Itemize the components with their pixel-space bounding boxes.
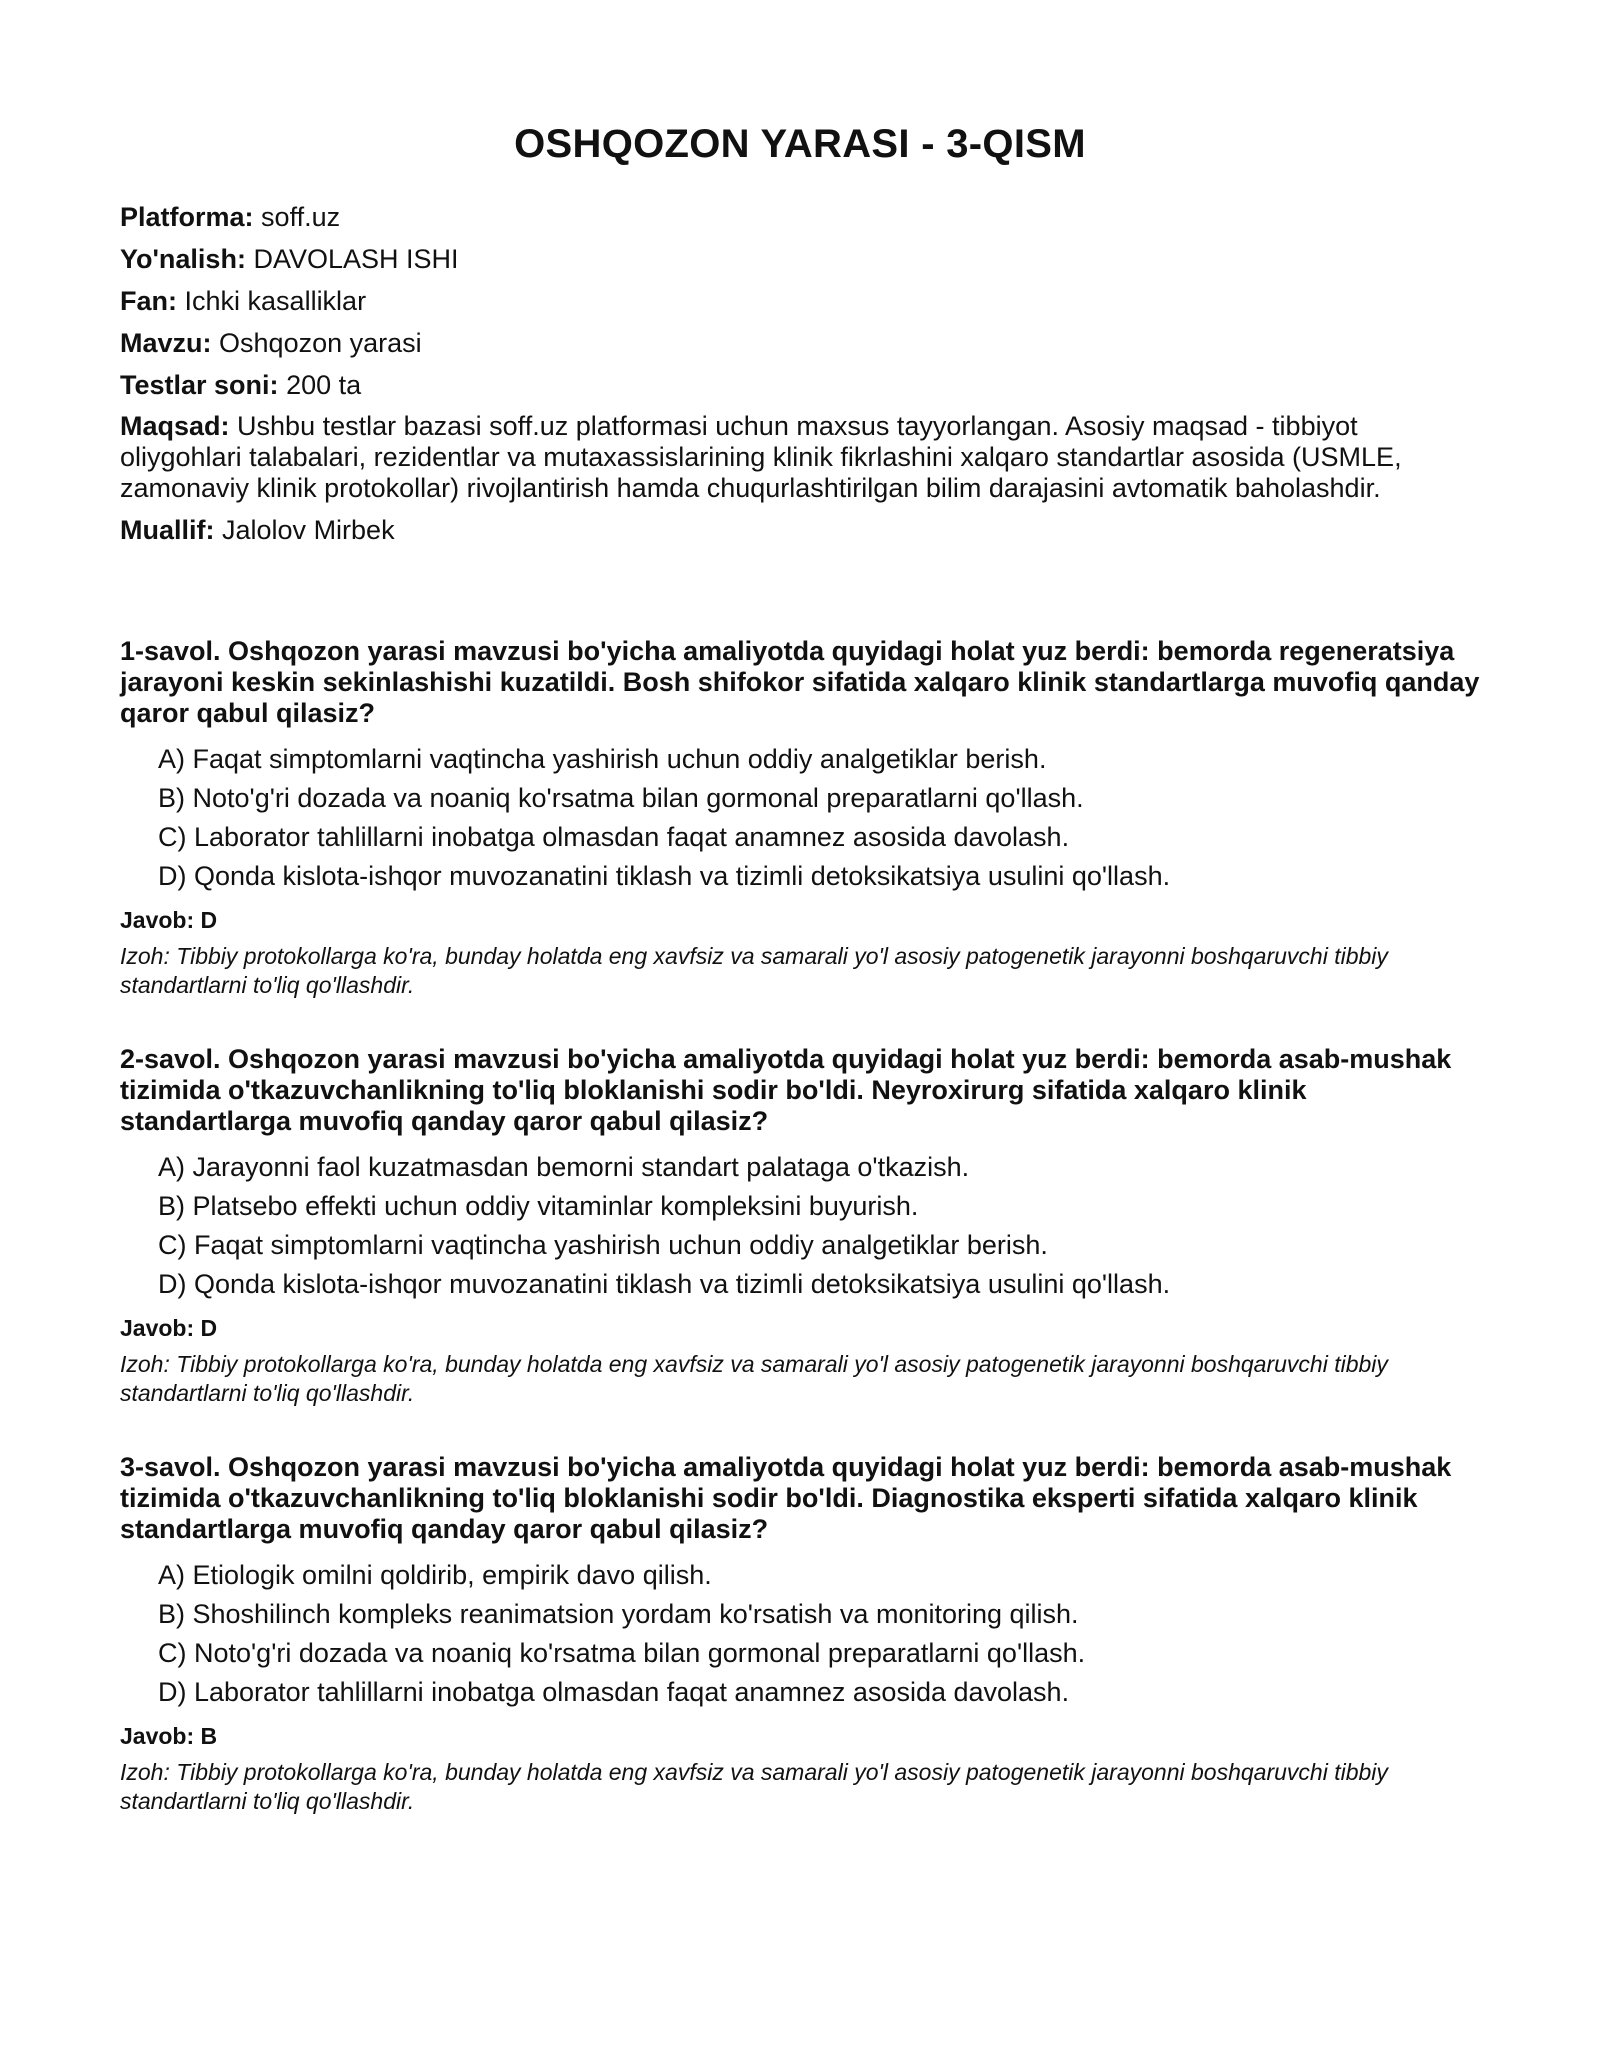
meta-value: Oshqozon yarasi xyxy=(219,328,422,358)
option-a: A) Faqat simptomlarni vaqtincha yashirish uchun oddiy analgetiklar berish. xyxy=(158,744,1047,774)
meta-mavzu xyxy=(120,327,1480,359)
meta-value: Ushbu testlar bazasi soff.uz platformasi uchun maxsus tayyorlangan. Asosiy maqsad - tibbiyot oliygohlari talabalari, rezidentlar va mutaxassislarining klinik fikrlashini xalqaro standartlar asosida (USMLE, zamonaviy klinik protokollar) rivojlantirish hamda chuqurlashtirilgan bilim darajasini avtomatik baholashdir. xyxy=(120,411,1402,503)
meta-label: Yo'nalish: xyxy=(120,244,246,274)
option-b: B) Noto'g'ri dozada va noaniq ko'rsatma bilan gormonal preparatlarni qo'llash. xyxy=(158,783,1084,813)
explanation: Izoh: Tibbiy protokollarga ko'ra, bunday holatda eng xavfsiz va samarali yo'l asosiy patogenetik jarayonni boshqaruvchi tibbiy standartlarni to'liq qo'llashdir. xyxy=(120,943,1388,998)
meta-yonalish xyxy=(120,243,1480,275)
meta-label: Testlar soni: xyxy=(120,370,279,400)
option-c: C) Laborator tahlillarni inobatga olmasdan faqat anamnez asosida davolash. xyxy=(158,822,1070,852)
option-b: B) Platsebo effekti uchun oddiy vitaminlar kompleksini buyurish. xyxy=(158,1191,919,1221)
meta-label: Maqsad: xyxy=(120,411,230,441)
question-3 xyxy=(120,1452,1480,1816)
question-2 xyxy=(120,1044,1480,1408)
meta-value: soff.uz xyxy=(261,202,341,232)
meta-testlar-soni xyxy=(120,369,1480,401)
option-d: D) Qonda kislota-ishqor muvozanatini tiklash va tizimli detoksikatsiya usulini qo'llash. xyxy=(158,1269,1171,1299)
meta-fan xyxy=(120,285,1480,317)
option-c: C) Noto'g'ri dozada va noaniq ko'rsatma bilan gormonal preparatlarni qo'llash. xyxy=(158,1638,1086,1668)
explanation: Izoh: Tibbiy protokollarga ko'ra, bunday holatda eng xavfsiz va samarali yo'l asosiy patogenetik jarayonni boshqaruvchi tibbiy standartlarni to'liq qo'llashdir. xyxy=(120,1351,1388,1406)
answer-line: Javob: D xyxy=(120,907,218,933)
meta-label: Platforma: xyxy=(120,202,254,232)
questions-list xyxy=(120,636,1480,1816)
option-d: D) Qonda kislota-ishqor muvozanatini tiklash va tizimli detoksikatsiya usulini qo'llash. xyxy=(158,861,1171,891)
meta-value: Jalolov Mirbek xyxy=(222,515,395,545)
option-a: A) Jarayonni faol kuzatmasdan bemorni standart palataga o'tkazish. xyxy=(158,1152,970,1182)
meta-muallif xyxy=(120,514,1480,546)
meta-label: Fan: xyxy=(120,286,177,316)
option-d: D) Laborator tahlillarni inobatga olmasdan faqat anamnez asosida davolash. xyxy=(158,1677,1070,1707)
question-text: 1-savol. Oshqozon yarasi mavzusi bo'yicha amaliyotda quyidagi holat yuz berdi: bemorda regeneratsiya jarayoni keskin sekinlashishi kuzatildi. Bosh shifokor sifatida xalqaro klinik standartlarga muvofiq qanday qaror qabul qilasiz? xyxy=(120,636,1480,728)
options-list xyxy=(158,743,1480,892)
question-1 xyxy=(120,636,1480,1000)
meta-value: Ichki kasalliklar xyxy=(184,286,367,316)
meta-value: DAVOLASH ISHI xyxy=(253,244,459,274)
meta-platforma xyxy=(120,201,1480,233)
option-a: A) Etiologik omilni qoldirib, empirik davo qilish. xyxy=(158,1560,712,1590)
meta-value: 200 ta xyxy=(286,370,362,400)
explanation: Izoh: Tibbiy protokollarga ko'ra, bunday holatda eng xavfsiz va samarali yo'l asosiy patogenetik jarayonni boshqaruvchi tibbiy standartlarni to'liq qo'llashdir. xyxy=(120,1759,1388,1814)
answer-line: Javob: B xyxy=(120,1723,218,1749)
question-text: 3-savol. Oshqozon yarasi mavzusi bo'yicha amaliyotda quyidagi holat yuz berdi: bemorda asab-mushak tizimida o'tkazuvchanlikning to'liq bloklanishi sodir bo'ldi. Diagnostika eksperti sifatida xalqaro klinik standartlarga muvofiq qanday qaror qabul qilasiz? xyxy=(120,1452,1452,1544)
meta-block xyxy=(120,201,1480,546)
meta-maqsad xyxy=(120,411,1480,504)
options-list xyxy=(158,1559,1480,1708)
meta-label: Muallif: xyxy=(120,515,215,545)
answer-line: Javob: D xyxy=(120,1315,218,1341)
option-c: C) Faqat simptomlarni vaqtincha yashirish uchun oddiy analgetiklar berish. xyxy=(158,1230,1048,1260)
option-b: B) Shoshilinch kompleks reanimatsion yordam ko'rsatish va monitoring qilish. xyxy=(158,1599,1079,1629)
page-title: OSHQOZON YARASI - 3-QISM xyxy=(514,122,1086,166)
meta-label: Mavzu: xyxy=(120,328,212,358)
question-text: 2-savol. Oshqozon yarasi mavzusi bo'yicha amaliyotda quyidagi holat yuz berdi: bemorda asab-mushak tizimida o'tkazuvchanlikning to'liq bloklanishi sodir bo'ldi. Neyroxirurg sifatida xalqaro klinik standartlarga muvofiq qanday qaror qabul qilasiz? xyxy=(120,1044,1452,1136)
options-list xyxy=(158,1151,1480,1300)
